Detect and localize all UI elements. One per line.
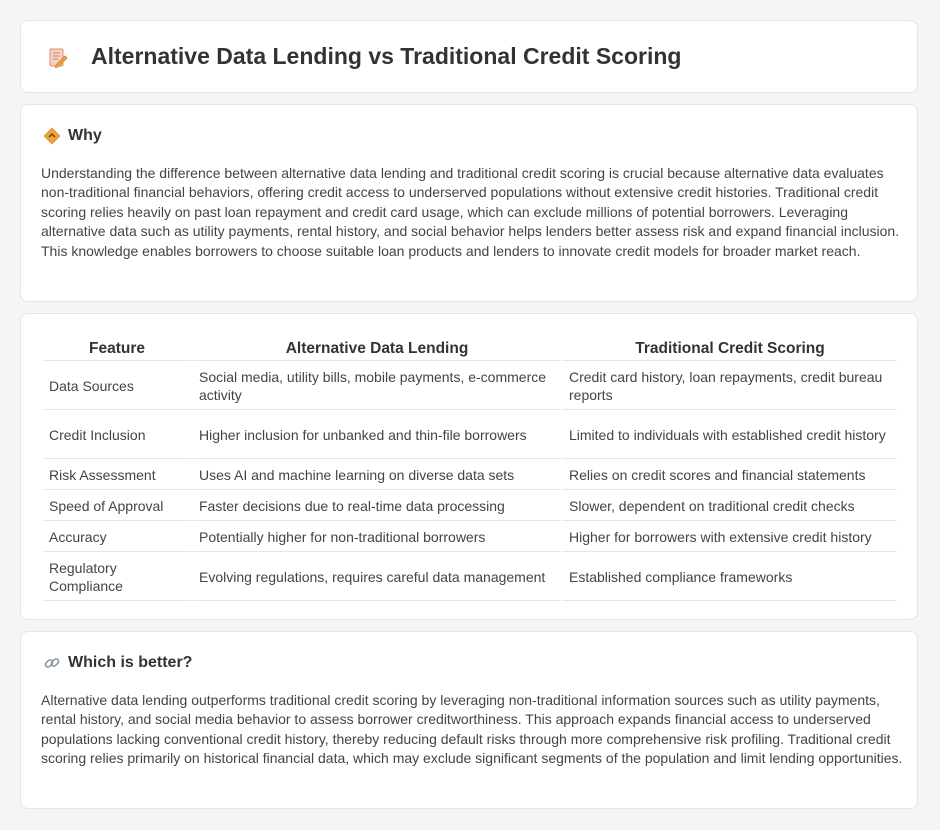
table-row [43,461,897,490]
header-traditional: Traditional Credit Scoring [563,336,897,361]
table-row [43,363,897,410]
row-alternative: Potentially higher for non-traditional borrowers [193,523,561,552]
row-alternative: Faster decisions due to real-time data processing [193,492,561,521]
row-feature: Speed of Approval [43,492,191,521]
why-title: Why [68,127,102,144]
why-section [20,104,918,302]
row-traditional: Credit card history, loan repayments, credit bureau reports [563,363,897,410]
which-is-better-section [20,631,918,809]
link-icon [43,654,61,672]
better-text: Alternative data lending outperforms traditional credit scoring by leveraging non-traditional information sources such as utility payments, rental history, and social media behavior to assess borrower creditworthiness. This approach expands financial access to underserved populations lacking conventional credit history, thereby reducing default risks through more comprehensive risk profiling. Traditional credit scoring relies primarily on historical financial data, which may exclude significant segments of the population and limit lending opportunities. [41,692,903,767]
diamond-sign-icon [43,127,61,145]
row-alternative: Higher inclusion for unbanked and thin-file borrowers [193,412,561,459]
row-traditional: Relies on credit scores and financial statements [563,461,897,490]
table-row [43,554,897,601]
row-traditional: Limited to individuals with established credit history [563,412,897,459]
row-alternative: Uses AI and machine learning on diverse data sets [193,461,561,490]
better-title: Which is better? [68,654,193,671]
table-row [43,412,897,459]
table-row [43,523,897,552]
why-text: Understanding the difference between alternative data lending and traditional credit scoring is crucial because alternative data evaluates non-traditional financial behaviors, offering credit access to underserved populations without extensive credit histories. Traditional credit scoring relies heavily on past loan repayment and credit card usage, which can exclude millions of potential borrowers. Leveraging alternative data such as utility payments, rental history, and social behavior helps lenders better assess risk and expand financial inclusion. This knowledge enables borrowers to choose suitable loan products and lenders to innovate credit models for broader market reach. [41,165,900,259]
row-feature: Regulatory Compliance [43,554,191,601]
comparison-table [41,334,899,603]
row-alternative: Evolving regulations, requires careful data management [193,554,561,601]
row-traditional: Higher for borrowers with extensive credit history [563,523,897,552]
title-card [20,20,918,93]
header-alternative: Alternative Data Lending [193,336,561,361]
row-feature: Risk Assessment [43,461,191,490]
row-traditional: Slower, dependent on traditional credit checks [563,492,897,521]
row-traditional: Established compliance frameworks [563,554,897,601]
row-alternative: Social media, utility bills, mobile payments, e-commerce activity [193,363,561,410]
row-feature: Data Sources [43,363,191,410]
comparison-table-card [20,313,918,620]
table-row [43,492,897,521]
row-feature: Accuracy [43,523,191,552]
header-feature: Feature [43,336,191,361]
table-header-row [43,336,897,361]
page-title: Alternative Data Lending vs Traditional Credit Scoring [91,43,682,69]
document-pencil-icon [47,47,69,69]
row-feature: Credit Inclusion [43,412,191,459]
